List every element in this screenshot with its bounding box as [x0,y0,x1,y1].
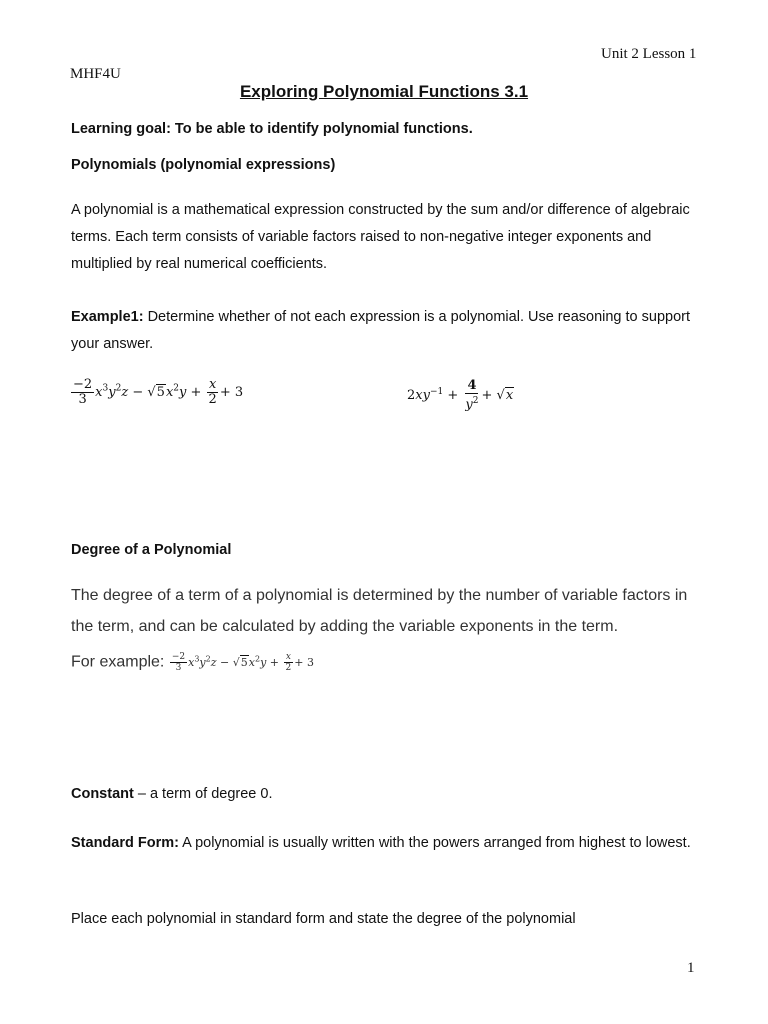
learning-goal: Learning goal: To be able to identify polynomial functions. [71,121,473,137]
degree-example-expression: $\frac{-2}{3}$ $x^3y^2z - √5x^2y$ + $\frac{x}{2}$ + 3 [171,652,314,673]
unit-lesson-label: Unit 2 Lesson 1 [601,46,697,62]
example1-text: Determine whether of not each expression is a polynomial. Use reasoning to support your answer. [71,309,691,352]
degree-definition: The degree of a term of a polynomial is determined by the number of variable factors in the term, and can be calculated by adding the variable exponents in the term. [71,587,688,635]
standard-form-text: A polynomial is usually written with the powers arranged from highest to lowest. [178,835,691,851]
example1-label: Example1: [71,309,144,325]
page-title: Exploring Polynomial Functions 3.1 [239,82,529,101]
standard-form-definition [71,834,691,852]
example-expression-2: $2xy^{-1}$ + $\frac{4}{y^2}$ + √x [407,378,514,413]
example1-paragraph [71,304,701,358]
polynomial-definition: A polynomial is a mathematical expression constructed by the sum and/or difference of algebraic terms. Each term consists of variable factors raised to non-negative integer exponents and multiplied by real numerical coefficients. [71,202,690,272]
example-expression-1: $\frac{-2}{3}$ $x^3y^2z - √5x^2y$ + $\frac{x}{2}$ + 3 [73,377,244,407]
course-code: MHF4U [70,66,121,82]
constant-text: – a term of degree 0. [133,786,273,802]
section-heading-degree: Degree of a Polynomial [71,542,232,558]
degree-example [71,652,314,673]
degree-example-label: For example: [71,653,169,671]
section-heading-polynomials: Polynomials (polynomial expressions) [71,157,336,173]
page-number: 1 [687,960,695,976]
constant-definition [71,781,701,808]
standard-form-instruction: Place each polynomial in standard form and state the degree of the polynomial [71,911,576,927]
constant-label: Constant [71,786,134,802]
standard-form-label: Standard Form: [71,835,179,851]
